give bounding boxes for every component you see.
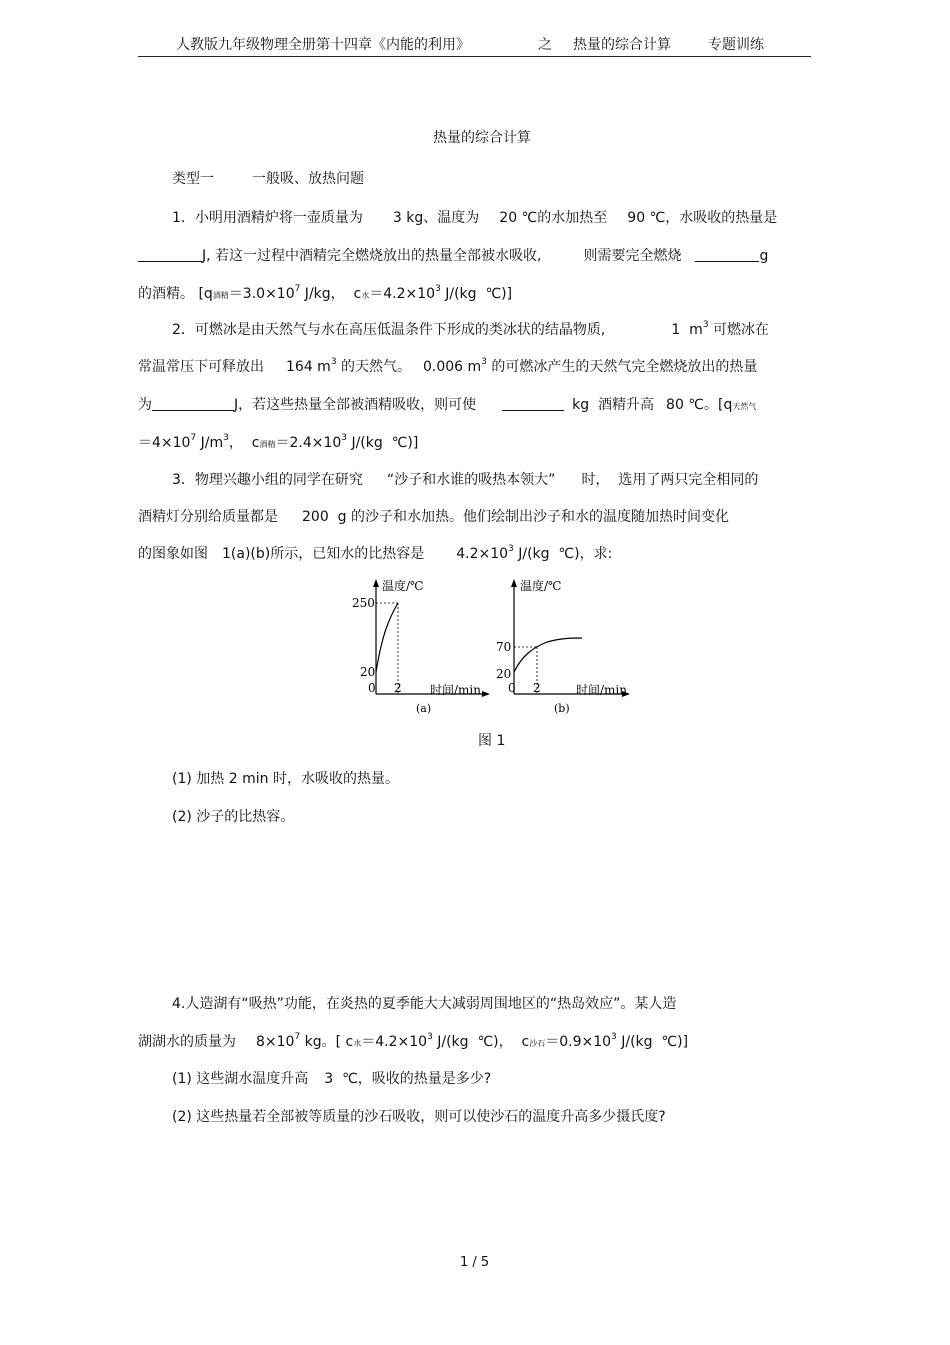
header-type: 专题训练 — [708, 37, 764, 53]
section-heading — [172, 169, 364, 189]
answer-blank — [502, 396, 564, 411]
q3-line-2: 酒精灯分别给质量都是 200 g 的沙子和水加热。他们绘制出沙子和水的温度随加热时间变化 — [138, 509, 729, 525]
q1-line-1: 1．小明用酒精炉将一壶质量为 3 kg、温度为 20 ℃的水加热至 90 ℃，水吸收的热量是 — [172, 210, 778, 226]
q2-line-1: 2．可燃冰是由天然气与水在高压低温条件下形成的类冰状的结晶物质, 1 $m^3$ 可燃冰在 — [172, 320, 769, 338]
x-axis-arrow — [482, 691, 490, 697]
section-name: 一般吸、放热问题 — [252, 171, 364, 187]
answer-blank — [138, 247, 202, 262]
x-tick-2: 2 — [394, 681, 402, 695]
temperature-graph-b — [492, 576, 638, 720]
graph-tag-a: (a) — [416, 702, 432, 715]
q4-sub-question-2: (2) 这些热量若全部被等质量的沙石吸收，则可以使沙石的温度升高多少摄氏度? — [172, 1109, 666, 1125]
q3-sub-question-2: (2) 沙子的比热容。 — [172, 809, 295, 825]
y-axis-label: 温度/℃ — [382, 579, 424, 593]
q2-line-2: 常温常压下可释放出 164 $m^3$ 的天然气。 0.006 $m^3$ 的可燃冰产生的天然气完全燃烧放出的热量 — [138, 357, 758, 375]
figure-caption: 图 1 — [478, 733, 506, 749]
header-topic: 热量的综合计算 — [573, 37, 671, 53]
header-connector: 之 — [538, 37, 552, 53]
sand-heating-curve — [376, 603, 398, 672]
q3-line-3: 的图象如图 1(a)(b)所示，已知水的比热容是 $4.2\times 10^3$ J/(kg ℃)，求: — [138, 544, 613, 562]
temperature-graph-a — [346, 576, 492, 720]
q3-sub-question-1: (1) 加热 2 min 时，水吸收的热量。 — [172, 771, 399, 787]
q2-line-3: 为 J，若这些热量全部被酒精吸收，则可使 kg 酒精升高 80 ℃。[q天然气 — [138, 397, 757, 413]
y-tick-70: 70 — [496, 640, 512, 654]
q4-line-2: 湖湖水的质量为 $8\times 10^7$ kg。[ c水$=4.2\times 10^3$ J/(kg ℃)， c沙石$=0.9\times 10^3$ J/(kg ℃)] — [138, 1032, 689, 1050]
q1-line-3: 的酒精。 [q酒精$=3.0\times 10^7$ J/kg， c水$=4.2\times 10^3$ J/(kg ℃)] — [138, 284, 513, 302]
x-axis-label: 时间/min — [430, 683, 481, 697]
q4-line-1: 4.人造湖有“吸热”功能，在炎热的夏季能大大减弱周围地区的“热岛效应”。某人造 — [172, 996, 677, 1012]
y-axis-arrow — [373, 579, 379, 587]
page-title: 热量的综合计算 — [433, 130, 531, 146]
answer-blank — [695, 247, 759, 262]
x-tick-0: 0 — [508, 681, 516, 695]
page-number: 1 / 5 — [460, 1255, 490, 1270]
y-axis-arrow — [511, 579, 517, 587]
page-header — [138, 34, 811, 57]
q2-line-4: $=4\times 10^7$ $J/m^3$， c酒精$=2.4\times 10^3$ J/(kg ℃)] — [138, 433, 419, 451]
y-tick-250: 250 — [352, 596, 375, 610]
q3-line-1: 3．物理兴趣小组的同学在研究 “沙子和水谁的吸热本领大” 时， 选用了两只完全相同的 — [172, 472, 759, 488]
graph-tag-b: (b) — [554, 702, 570, 715]
header-book-title: 人教版九年级物理全册第十四章《内能的利用》 — [176, 37, 470, 53]
section-label: 类型一 — [172, 171, 214, 187]
q1-line-2: J, 若这一过程中酒精完全燃烧放出的热量全部被水吸收, 则需要完全燃烧 g — [138, 246, 768, 266]
x-axis-label: 时间/min — [576, 683, 627, 697]
y-tick-20: 20 — [496, 667, 512, 681]
y-axis-label: 温度/℃ — [520, 579, 562, 593]
x-tick-0: 0 — [368, 681, 376, 695]
x-tick-2: 2 — [533, 681, 541, 695]
answer-blank — [152, 396, 234, 411]
y-tick-20: 20 — [360, 665, 376, 679]
q4-sub-question-1: (1) 这些湖水温度升高 3 ℃，吸收的热量是多少? — [172, 1071, 492, 1087]
water-heating-curve — [514, 638, 582, 672]
